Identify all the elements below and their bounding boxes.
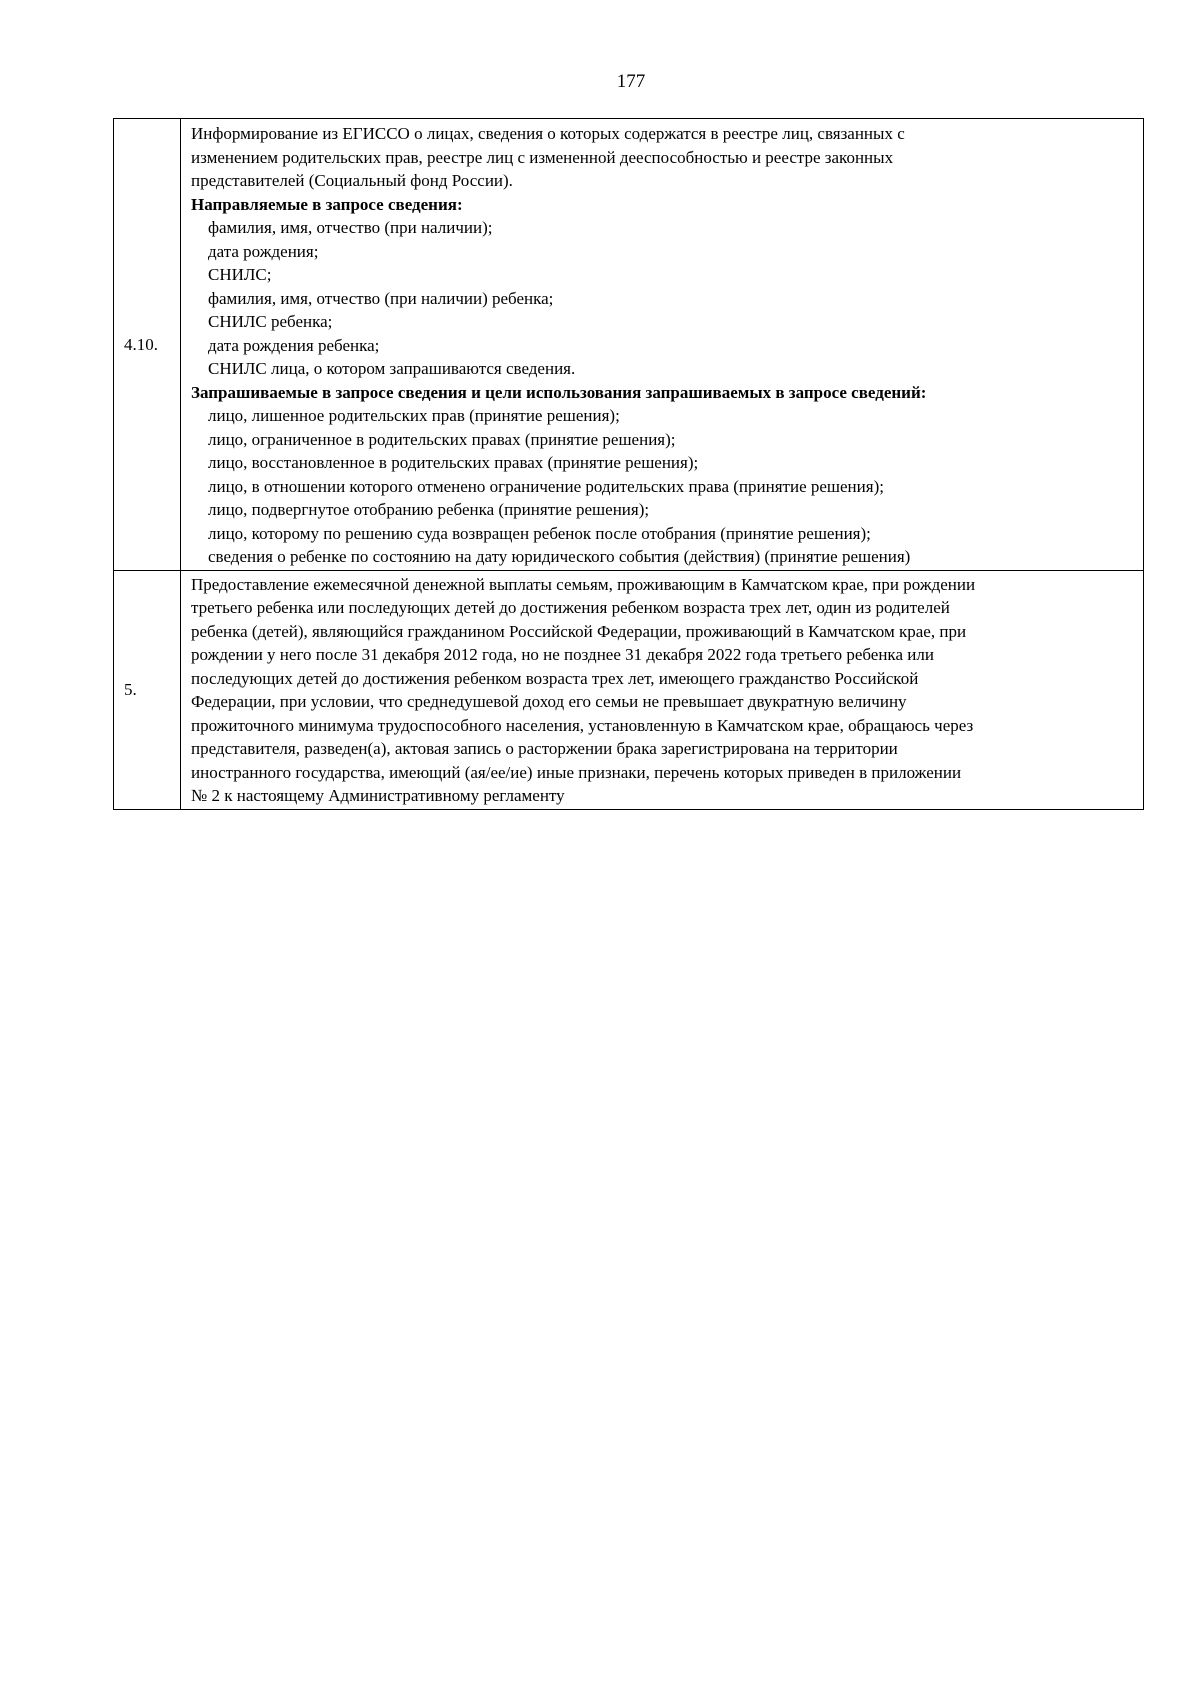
row-text-line: представителя, разведен(а), актовая запись о расторжении брака зарегистрирована на территории <box>191 739 898 758</box>
requested-info-item: лицо, которому по решению суда возвращен ребенок после отобрания (принятие решения); <box>208 523 871 543</box>
row-text-line: последующих детей до достижения ребенком возраста трех лет, имеющего гражданство Российской <box>191 668 919 688</box>
sent-info-item: СНИЛС; <box>208 265 272 284</box>
row-text-line: Информирование из ЕГИССО о лицах, сведения о которых содержатся в реестре лиц, связанных с <box>191 124 905 143</box>
row-text-line: № 2 к настоящему Административному регламенту <box>191 786 565 805</box>
sent-info-item: фамилия, имя, отчество (при наличии) ребенка; <box>208 288 554 308</box>
sent-info-item: СНИЛС ребенка; <box>208 312 333 331</box>
row-number: 4.10. <box>114 119 181 571</box>
sent-info-item: дата рождения; <box>208 241 319 261</box>
row-text-line: третьего ребенка или последующих детей до достижения ребенком возраста трех лет, один из родителей <box>191 598 950 617</box>
sent-info-item: дата рождения ребенка; <box>208 335 380 355</box>
services-table <box>113 118 1144 810</box>
row-number: 5. <box>114 570 181 809</box>
table-row <box>114 119 1144 571</box>
requested-info-item: лицо, в отношении которого отменено ограничение родительских права (принятие решения); <box>208 476 884 496</box>
row-text-line: Федерации, при условии, что среднедушевой доход его семьи не превышает двукратную величину <box>191 692 907 711</box>
requested-info-item: лицо, ограниченное в родительских правах (принятие решения); <box>208 429 676 449</box>
row-text-line: Предоставление ежемесячной денежной выплаты семьям, проживающим в Камчатском крае, при рождении <box>191 574 976 594</box>
requested-info-item: сведения о ребенке по состоянию на дату юридического события (действия) (принятие решения) <box>208 547 911 566</box>
sent-info-item: фамилия, имя, отчество (при наличии); <box>208 218 493 237</box>
row-text-line: прожиточного минимума трудоспособного населения, установленную в Камчатском крае, обращаюсь через <box>191 715 974 735</box>
requested-info-heading: Запрашиваемые в запросе сведения и цели использования запрашиваемых в запросе сведений: <box>191 382 927 402</box>
table-row <box>114 570 1144 809</box>
row-text-line: иностранного государства, имеющий (ая/ее/ие) иные признаки, перечень которых приведен в приложении <box>191 762 962 782</box>
page-number: 177 <box>616 71 646 92</box>
row-text-line: рождении у него после 31 декабря 2012 года, но не позднее 31 декабря 2022 года третьего ребенка или <box>191 645 934 664</box>
sent-info-item: СНИЛС лица, о котором запрашиваются сведения. <box>208 359 576 378</box>
row-text-line: представителей (Социальный фонд России). <box>191 171 513 190</box>
row-content <box>181 119 1144 571</box>
row-content <box>181 570 1144 809</box>
row-text-line: изменением родительских прав, реестре лиц с измененной дееспособностью и реестре законных <box>191 147 894 167</box>
requested-info-item: лицо, восстановленное в родительских правах (принятие решения); <box>208 453 699 472</box>
sent-info-heading: Направляемые в запросе сведения: <box>191 194 463 214</box>
requested-info-item: лицо, лишенное родительских прав (принятие решения); <box>208 406 620 425</box>
requested-info-item: лицо, подвергнутое отобранию ребенка (принятие решения); <box>208 500 650 519</box>
row-text-line: ребенка (детей), являющийся гражданином Российской Федерации, проживающий в Камчатском крае, при <box>191 621 967 641</box>
